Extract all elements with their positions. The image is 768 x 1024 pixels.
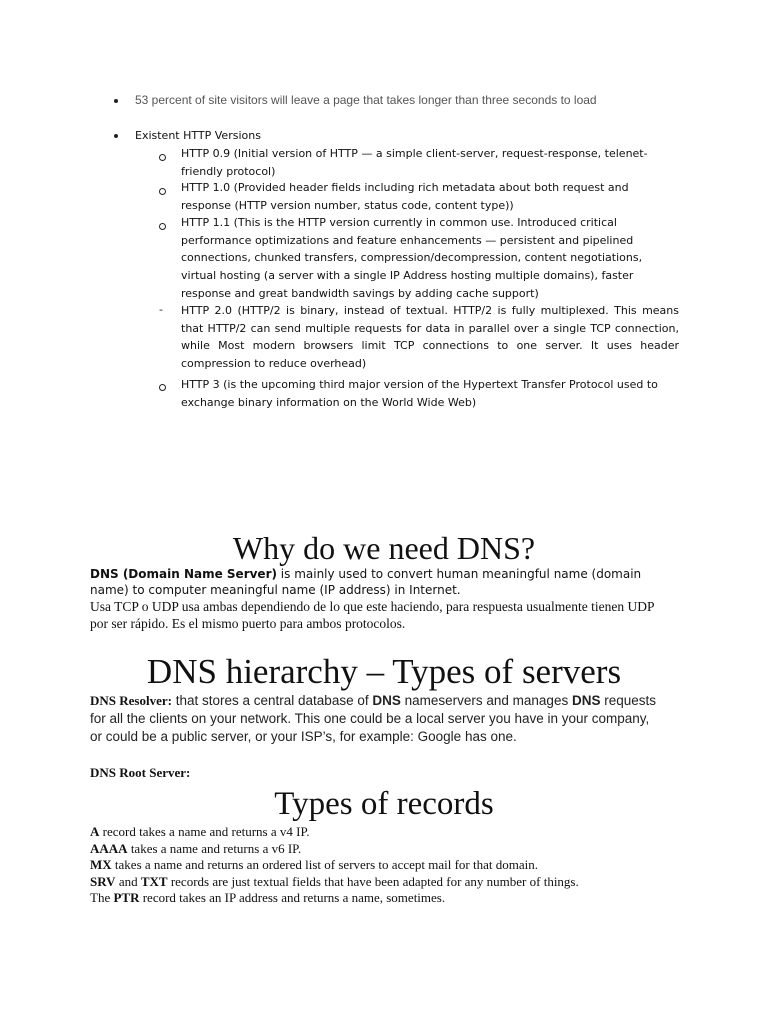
hierarchy-heading: DNS hierarchy – Types of servers — [146, 652, 622, 691]
dns-definition-text: is mainly used to convert human meaningful name (domain name) to computer meaningful name (IP address) in Internet. — [90, 567, 642, 597]
dns-resolver-label: DNS Resolver: — [90, 693, 172, 708]
record-type: AAAA — [90, 840, 128, 856]
record-type: SRV — [90, 873, 116, 889]
http-item-1-0: HTTP 1.0 (Provided header fields including rich metadata about both request and response (HTTP version number, status code, content type)) — [181, 181, 629, 212]
record-type: A — [90, 824, 100, 839]
dns-root-server-text: DNS Root Server: — [90, 765, 191, 780]
dash-bullet-icon: - — [159, 303, 163, 316]
dns-resolver-paragraph — [90, 692, 665, 746]
circle-bullet-icon — [159, 188, 166, 195]
visitor-stat-text: 53 percent of site visitors will leave a page that takes longer than three seconds to load — [135, 93, 597, 107]
record-type: TXT — [140, 873, 168, 889]
resolver-dns-term: DNS — [372, 693, 401, 708]
record-line-aaaa: AAAA takes a name and returns a v6 IP. — [90, 840, 302, 856]
resolver-text: that stores a central database of — [171, 693, 373, 708]
circle-bullet-icon — [159, 154, 166, 161]
http-item-2-0: HTTP 2.0 (HTTP/2 is binary, instead of textual. HTTP/2 is fully multiplexed. This means that HTTP/2 can send multiple requests for data in parallel over a single TCP connection, while Most modern browsers limit TCP connections to one server. It uses header compression to reduce overhead) — [181, 304, 679, 371]
record-line-ptr: The PTR record takes an IP address and returns a name, sometimes. — [90, 890, 446, 905]
http-versions-heading: Existent HTTP Versions — [135, 129, 261, 142]
circle-bullet-icon — [159, 384, 166, 391]
circle-bullet-icon — [159, 223, 166, 230]
records-heading: Types of records — [274, 786, 494, 822]
record-line-a: A record takes a name and returns a v4 IP. — [90, 824, 310, 839]
record-line-mx: MX takes a name and returns an ordered list of servers to accept mail for that domain. — [90, 857, 538, 872]
resolver-dns-term: DNS — [571, 693, 601, 708]
http-item-0-9: HTTP 0.9 (Initial version of HTTP — a simple client-server, request-response, telenet-friendly protocol) — [181, 147, 648, 178]
http-item-3: HTTP 3 (is the upcoming third major version of the Hypertext Transfer Protocol used to exchange binary information on the World Wide Web) — [181, 378, 658, 409]
record-line-srv-txt: SRV and TXT records are just textual fields that have been adapted for any number of things. — [90, 873, 579, 889]
dns-root-server-label — [90, 765, 190, 782]
dns-heading: Why do we need DNS? — [232, 530, 536, 566]
bullet-dot-icon — [114, 134, 118, 138]
record-type: MX — [90, 857, 112, 872]
resolver-text: nameservers and manages — [400, 693, 572, 708]
bullet-dot-icon — [114, 99, 118, 103]
record-type: PTR — [113, 890, 140, 905]
http-item-1-1: HTTP 1.1 (This is the HTTP version currently in common use. Introduced critical performance optimizations and feature enhancements — persistent and pipelined connections, chunked transfers, compression/decompression, content negotiations, virtual hosting (a server with a single IP Address hosting multiple domains), faster response and great bandwidth savings by adding cache support) — [181, 216, 643, 300]
records-list — [90, 824, 690, 907]
dns-definition — [90, 566, 680, 598]
resolver-text: requests for all the clients on your network. This one could be a local server you have in your company, or could be a public server, or your ISP’s, for example: Google has one. — [90, 693, 656, 744]
dns-term: DNS (Domain Name Server) — [90, 567, 277, 581]
dns-protocol-note: Usa TCP o UDP usa ambas dependiendo de lo que este haciendo, para respuesta usualmente tienen UDP por ser rápido. Es el mismo puerto para ambos protocolos. — [90, 599, 654, 631]
